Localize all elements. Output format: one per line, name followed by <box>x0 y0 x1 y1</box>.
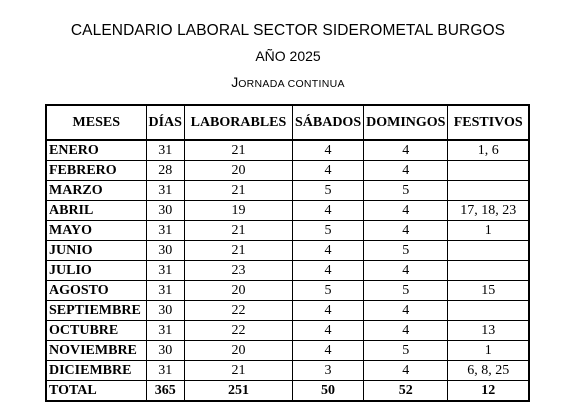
cell-holidays <box>448 161 529 181</box>
cell-holidays: 15 <box>448 281 529 301</box>
cell-sundays: 4 <box>364 140 448 161</box>
column-header-laborables: LABORABLES <box>184 105 292 140</box>
cell-days: 30 <box>146 241 184 261</box>
column-header-sabados: SÁBADOS <box>292 105 363 140</box>
table-row <box>46 301 529 321</box>
cell-holidays <box>448 241 529 261</box>
cell-holidays <box>448 261 529 281</box>
cell-saturdays: 3 <box>292 361 363 381</box>
document-title: CALENDARIO LABORAL SECTOR SIDEROMETAL BURGOS <box>70 22 506 39</box>
cell-saturdays: 4 <box>292 341 363 361</box>
cell-month: MAYO <box>46 221 146 241</box>
table-body <box>46 140 529 401</box>
cell-saturdays: 4 <box>292 201 363 221</box>
cell-sundays: 4 <box>364 221 448 241</box>
cell-month: JULIO <box>46 261 146 281</box>
cell-sundays: 4 <box>364 261 448 281</box>
cell-month: AGOSTO <box>46 281 146 301</box>
table-row <box>46 161 529 181</box>
cell-days: 31 <box>146 321 184 341</box>
cell-days: 31 <box>146 221 184 241</box>
cell-working-days: 21 <box>184 361 292 381</box>
cell-working-days: 20 <box>184 161 292 181</box>
cell-days: 31 <box>146 281 184 301</box>
cell-sundays: 5 <box>364 181 448 201</box>
cell-saturdays: 4 <box>292 241 363 261</box>
table-row <box>46 261 529 281</box>
table-row <box>46 181 529 201</box>
cell-sundays: 4 <box>364 301 448 321</box>
total-cell-sundays: 52 <box>364 381 448 402</box>
cell-working-days: 20 <box>184 281 292 301</box>
cell-saturdays: 4 <box>292 261 363 281</box>
document-year: AÑO 2025 <box>255 48 321 64</box>
table-row <box>46 361 529 381</box>
cell-days: 31 <box>146 361 184 381</box>
cell-holidays: 1 <box>448 221 529 241</box>
cell-saturdays: 4 <box>292 301 363 321</box>
cell-sundays: 4 <box>364 321 448 341</box>
cell-month: ABRIL <box>46 201 146 221</box>
table-row <box>46 140 529 161</box>
cell-saturdays: 5 <box>292 221 363 241</box>
cell-working-days: 22 <box>184 321 292 341</box>
cell-days: 31 <box>146 261 184 281</box>
cell-sundays: 5 <box>364 241 448 261</box>
cell-month: DICIEMBRE <box>46 361 146 381</box>
cell-working-days: 21 <box>184 181 292 201</box>
cell-sundays: 4 <box>364 361 448 381</box>
cell-days: 31 <box>146 181 184 201</box>
cell-holidays: 17, 18, 23 <box>448 201 529 221</box>
cell-working-days: 21 <box>184 241 292 261</box>
cell-holidays: 13 <box>448 321 529 341</box>
cell-saturdays: 5 <box>292 281 363 301</box>
cell-holidays <box>448 181 529 201</box>
total-cell-days: 365 <box>146 381 184 402</box>
cell-working-days: 21 <box>184 140 292 161</box>
cell-days: 30 <box>146 341 184 361</box>
cell-working-days: 19 <box>184 201 292 221</box>
table-row <box>46 221 529 241</box>
cell-working-days: 21 <box>184 221 292 241</box>
cell-working-days: 23 <box>184 261 292 281</box>
cell-month: SEPTIEMBRE <box>46 301 146 321</box>
cell-saturdays: 4 <box>292 321 363 341</box>
cell-holidays: 1, 6 <box>448 140 529 161</box>
cell-month: OCTUBRE <box>46 321 146 341</box>
cell-holidays: 1 <box>448 341 529 361</box>
column-header-festivos: FESTIVOS <box>448 105 529 140</box>
cell-sundays: 4 <box>364 201 448 221</box>
cell-sundays: 4 <box>364 161 448 181</box>
table-row <box>46 321 529 341</box>
cell-saturdays: 4 <box>292 140 363 161</box>
total-cell-month: TOTAL <box>46 381 146 402</box>
subtitle-rest: ORNADA CONTINUA <box>238 78 345 90</box>
cell-month: JUNIO <box>46 241 146 261</box>
cell-month: FEBRERO <box>46 161 146 181</box>
column-header-meses: MESES <box>46 105 146 140</box>
calendar-table <box>45 104 530 402</box>
cell-days: 28 <box>146 161 184 181</box>
column-header-domingos: DOMINGOS <box>364 105 448 140</box>
cell-month: NOVIEMBRE <box>46 341 146 361</box>
cell-saturdays: 5 <box>292 181 363 201</box>
total-cell-saturdays: 50 <box>292 381 363 402</box>
cell-working-days: 20 <box>184 341 292 361</box>
cell-holidays: 6, 8, 25 <box>448 361 529 381</box>
cell-holidays <box>448 301 529 321</box>
total-cell-holidays: 12 <box>448 381 529 402</box>
table-row <box>46 341 529 361</box>
subtitle-initial: J <box>231 74 239 90</box>
table-row <box>46 201 529 221</box>
table-row <box>46 241 529 261</box>
total-row <box>46 381 529 402</box>
cell-days: 30 <box>146 201 184 221</box>
cell-saturdays: 4 <box>292 161 363 181</box>
header-row <box>46 105 529 140</box>
cell-working-days: 22 <box>184 301 292 321</box>
cell-month: ENERO <box>46 140 146 161</box>
document-subtitle <box>0 74 576 90</box>
cell-sundays: 5 <box>364 281 448 301</box>
cell-month: MARZO <box>46 181 146 201</box>
cell-sundays: 5 <box>364 341 448 361</box>
cell-days: 30 <box>146 301 184 321</box>
cell-days: 31 <box>146 140 184 161</box>
total-cell-working-days: 251 <box>184 381 292 402</box>
table-row <box>46 281 529 301</box>
column-header-dias: DÍAS <box>146 105 184 140</box>
